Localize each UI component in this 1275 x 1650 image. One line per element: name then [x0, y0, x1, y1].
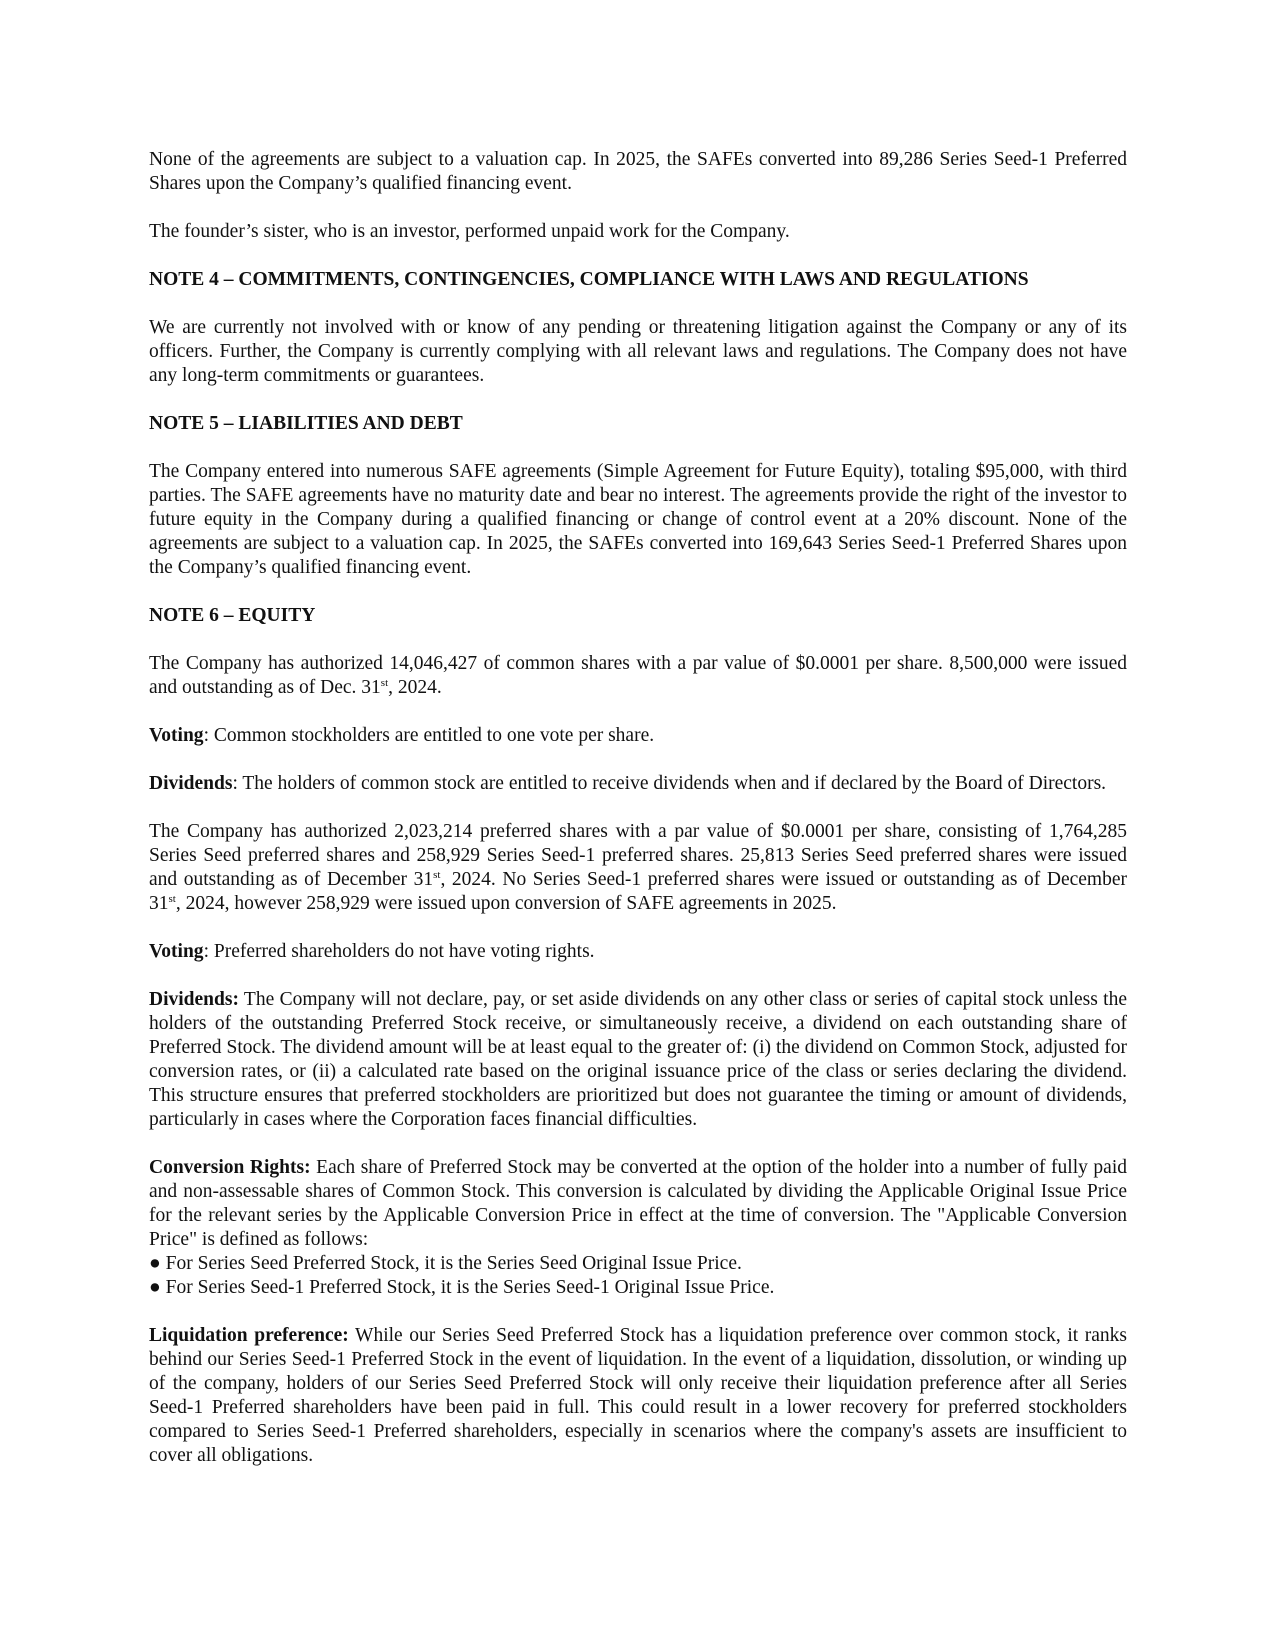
preferred-text-b: , 2024. No Series Seed-1 preferred shares were issued or outstanding as of December 31 — [149, 869, 1127, 914]
ordinal-suffix: st — [433, 869, 441, 881]
preferred-text-a: The Company has authorized 2,023,214 preferred shares with a par value of $0.0001 per share, consisting of 1,764,285 Series Seed preferred shares and 258,929 Series Seed-1 preferred shares. 25,813 Series Seed preferred shares were issued and outstanding as of December 31 — [149, 821, 1127, 890]
list-item: ● For Series Seed Preferred Stock, it is the Series Seed Original Issue Price. — [149, 1253, 742, 1274]
liquidation-label: Liquidation preference: — [149, 1325, 349, 1346]
preferred-voting-paragraph — [149, 940, 1127, 964]
note-5-heading: NOTE 5 – LIABILITIES AND DEBT — [149, 413, 463, 434]
voting-text: : Common stockholders are entitled to one vote per share. — [203, 725, 655, 746]
conversion-rights-text: Each share of Preferred Stock may be converted at the option of the holder into a number of fully paid and non-assessable shares of Common Stock. This conversion is calculated by dividing the Applicable Original Issue Price for the relevant series by the Applicable Conversion Price in effect at the time of conversion. The "Applicable Conversion Price" is defined as follows: — [149, 1157, 1128, 1250]
conversion-price-list — [149, 1252, 1127, 1300]
note-4-heading: NOTE 4 – COMMITMENTS, CONTINGENCIES, COMPLIANCE WITH LAWS AND REGULATIONS — [149, 269, 1029, 290]
liquidation-text: While our Series Seed Preferred Stock has a liquidation preference over common stock, it ranks behind our Series Seed-1 Preferred Stock in the event of liquidation. In the event of a liquidation, dissolution, or winding up of the company, holders of our Series Seed Preferred Stock will only receive their liquidation preference after all Series Seed-1 Preferred shareholders have been paid in full. This could result in a lower recovery for preferred stockholders compared to Series Seed-1 Preferred shareholders, especially in scenarios where the company's assets are insufficient to cover all obligations. — [149, 1325, 1127, 1466]
dividends-label: Dividends — [149, 773, 233, 794]
dividends-label: Dividends: — [149, 989, 239, 1010]
voting-text: : Preferred shareholders do not have voting rights. — [203, 941, 595, 962]
liquidation-preference-paragraph — [149, 1324, 1127, 1468]
list-item: ● For Series Seed-1 Preferred Stock, it is the Series Seed-1 Original Issue Price. — [149, 1277, 775, 1298]
note-4-body: We are currently not involved with or know of any pending or threatening litigation against the Company or any of its officers. Further, the Company is currently complying with all relevant laws and regulations. The Company does not have any long-term commitments or guarantees. — [149, 317, 1127, 386]
conversion-rights-paragraph — [149, 1156, 1127, 1252]
dividends-text: The Company will not declare, pay, or set aside dividends on any other class or series of capital stock unless the holders of the outstanding Preferred Stock receive, or simultaneously receive, a dividend on each outstanding share of Preferred Stock. The dividend amount will be at least equal to the greater of: (i) the dividend on Common Stock, adjusted for conversion rates, or (ii) a calculated rate based on the original issuance price of the class or series declaring the dividend. This structure ensures that preferred stockholders are prioritized but does not guarantee the timing or amount of dividends, particularly in cases where the Corporation faces financial difficulties. — [149, 989, 1127, 1130]
note-5-body: The Company entered into numerous SAFE agreements (Simple Agreement for Future Equity), totaling $95,000, with third parties. The SAFE agreements have no maturity date and bear no interest. The agreements provide the right of the investor to future equity in the Company during a qualified financing or change of control event at a 20% discount. None of the agreements are subject to a valuation cap. In 2025, the SAFEs converted into 169,643 Series Seed-1 Preferred Shares upon the Company’s qualified financing event. — [149, 461, 1127, 578]
common-shares-text-end: , 2024. — [388, 677, 442, 698]
founder-sister-paragraph: The founder’s sister, who is an investor, performed unpaid work for the Company. — [149, 221, 790, 242]
common-shares-text: The Company has authorized 14,046,427 of common shares with a par value of $0.0001 per share. 8,500,000 were issued and outstanding as of Dec. 31 — [149, 653, 1127, 698]
preferred-shares-paragraph — [149, 820, 1127, 916]
voting-label: Voting — [149, 941, 204, 962]
ordinal-suffix: st — [380, 677, 389, 689]
preferred-text-c: , 2024, however 258,929 were issued upon conversion of SAFE agreements in 2025. — [175, 893, 837, 914]
common-shares-paragraph — [149, 652, 1127, 700]
voting-label: Voting — [149, 725, 204, 746]
ordinal-suffix: st — [168, 893, 176, 905]
document-page — [149, 148, 1127, 1468]
common-dividends-paragraph — [149, 772, 1127, 796]
dividends-text: : The holders of common stock are entitled to receive dividends when and if declared by the Board of Directors. — [232, 773, 1107, 794]
note-6-heading: NOTE 6 – EQUITY — [149, 605, 316, 626]
conversion-rights-section — [149, 1156, 1127, 1300]
preferred-dividends-paragraph — [149, 988, 1127, 1132]
common-voting-paragraph — [149, 724, 1127, 748]
safe-conversion-paragraph: None of the agreements are subject to a valuation cap. In 2025, the SAFEs converted into 89,286 Series Seed-1 Preferred Shares upon the Company’s qualified financing event. — [149, 149, 1127, 194]
conversion-rights-label: Conversion Rights: — [149, 1157, 311, 1178]
